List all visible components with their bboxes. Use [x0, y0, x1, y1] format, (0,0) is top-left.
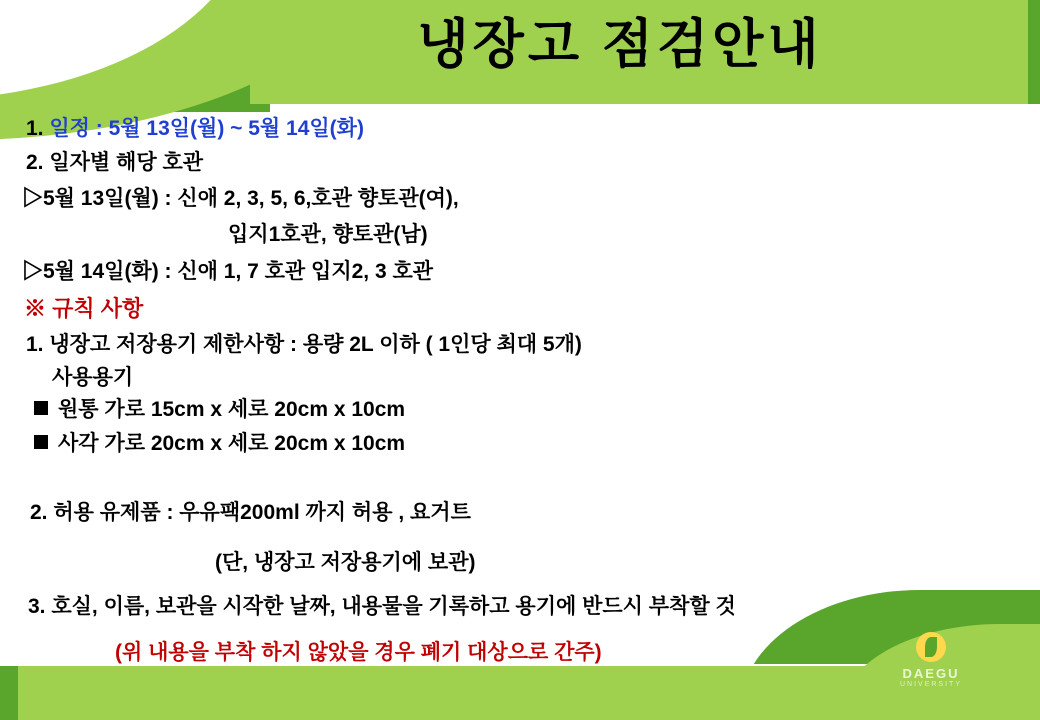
line-per-date-title: 2. 일자별 해당 호관 [26, 151, 204, 174]
footer-left-accent [0, 666, 18, 720]
line-date-1-continued: 입지1호관, 향토관(남) [228, 223, 428, 246]
rule-3: 3. 호실, 이름, 보관을 시작한 날짜, 내용물을 기록하고 용기에 반드시 부착할 것 [28, 595, 736, 618]
line-date-2: ▷5월 14일(화) : 신애 1, 7 호관 입지2, 3 호관 [22, 260, 434, 283]
rule-3-warning: (위 내용을 부착 하지 않았을 경우 폐기 대상으로 간주) [115, 641, 602, 664]
square-bullet-icon [34, 401, 48, 415]
logo-subtitle: UNIVERSITY [899, 681, 962, 688]
rule-1-bullet-1 [34, 399, 405, 420]
square-bullet-icon [34, 435, 48, 449]
university-logo [856, 632, 1006, 688]
rule-2: 2. 허용 유제품 : 우유팩200ml 까지 허용 , 요거트 [30, 501, 471, 524]
rules-heading: ※ 규칙 사항 [24, 296, 144, 321]
logo-name: DAEGU [902, 666, 960, 681]
rule-1-bullet-2 [34, 433, 405, 454]
schedule-number: 1. [26, 117, 44, 140]
rule-1-continued: 사용용기 [52, 366, 134, 389]
page-title: 냉장고 점검안내 [417, 15, 823, 74]
rule-1-bullet-2-text: 사각 가로 20cm x 세로 20cm x 10cm [58, 432, 406, 455]
rule-1-bullet-1-text: 원통 가로 15cm x 세로 20cm x 10cm [58, 398, 406, 421]
line-date-1: ▷5월 13일(월) : 신애 2, 3, 5, 6,호관 향토관(여), [22, 187, 459, 210]
schedule-text: 일정 : 5월 13일(월) ~ 5월 14일(화) [49, 117, 364, 140]
line-schedule [26, 118, 364, 139]
rule-1: 1. 냉장고 저장용기 제한사항 : 용량 2L 이하 ( 1인당 최대 5개) [26, 333, 582, 356]
header-right-accent [1028, 0, 1040, 104]
leaf-icon [916, 632, 946, 662]
rule-2-note: (단, 냉장고 저장용기에 보관) [215, 551, 476, 574]
